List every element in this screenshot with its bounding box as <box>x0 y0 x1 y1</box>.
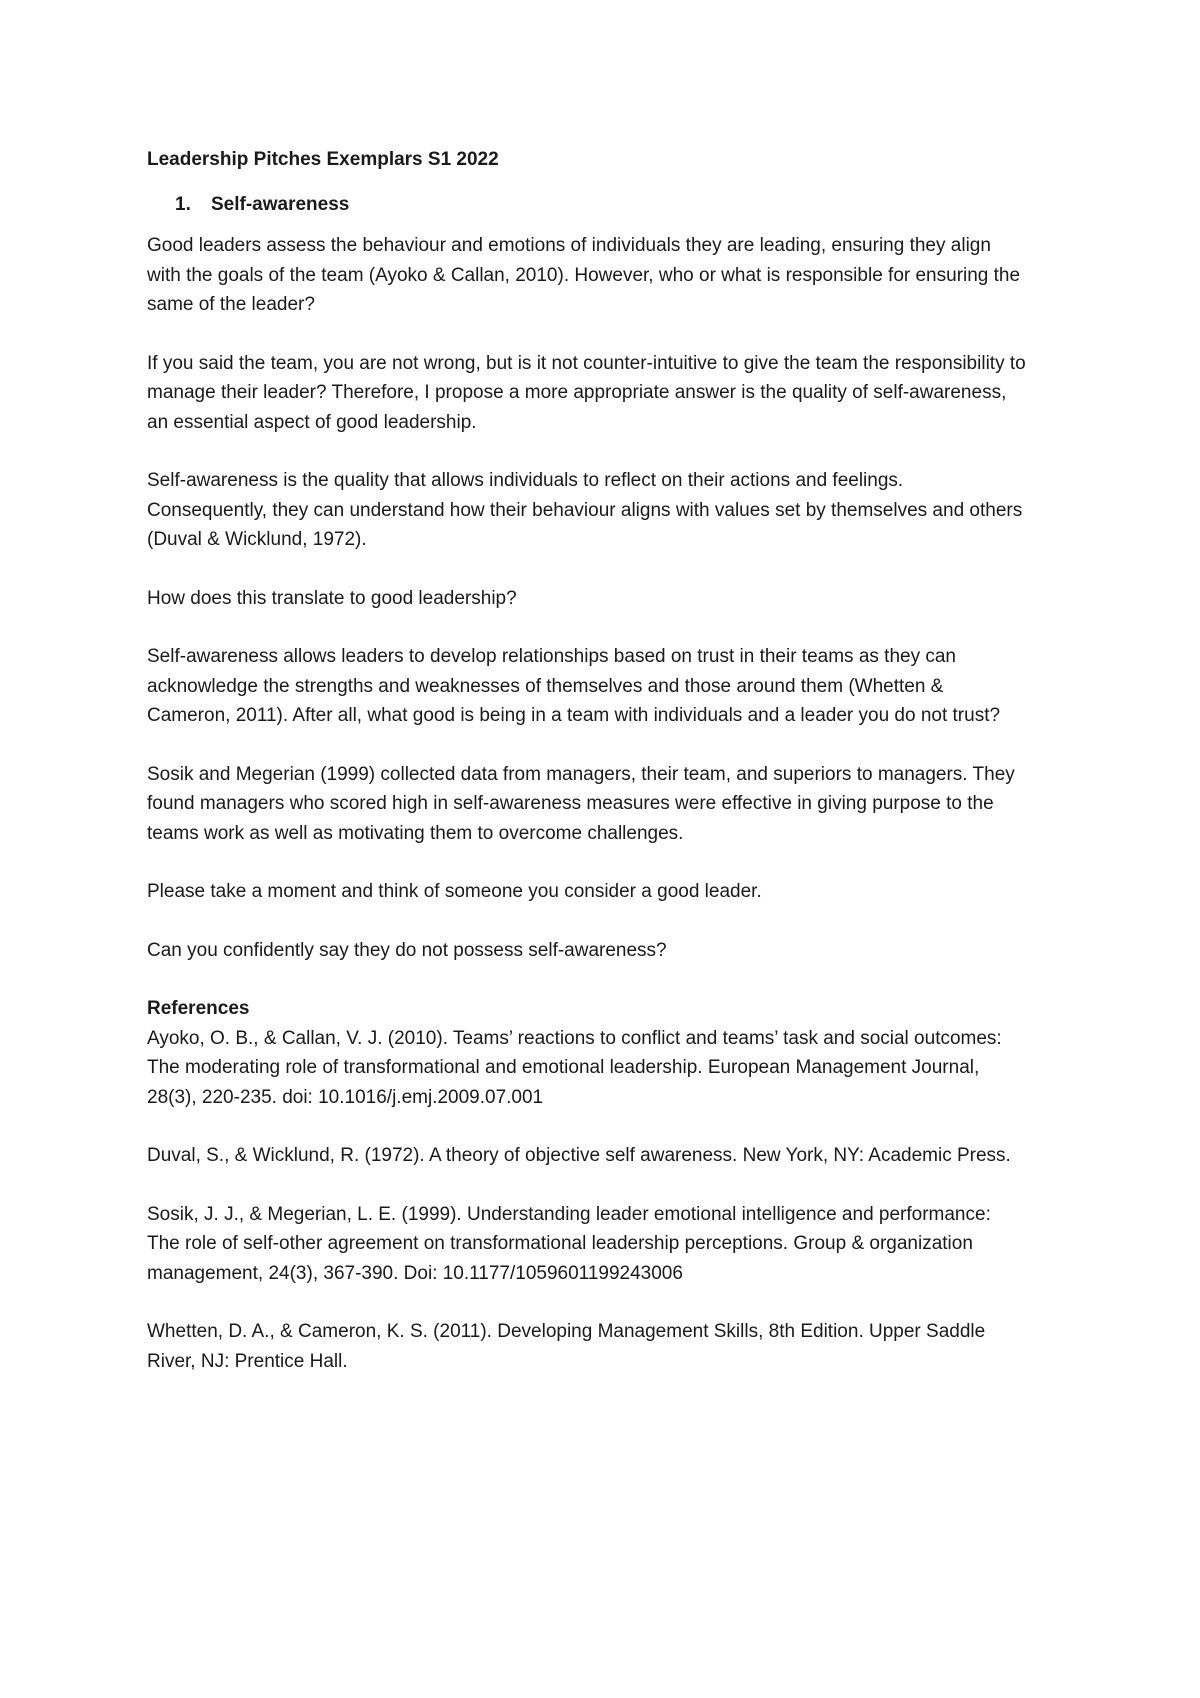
reference-item: Sosik, J. J., & Megerian, L. E. (1999). Understanding leader emotional intelligence and performance: The role of self-other agreement on transformational leadership perceptions. Group & organization management, 24(3), 367-390. Doi: 10.1177/1059601199243006 <box>147 1203 991 1284</box>
document-title: Leadership Pitches Exemplars S1 2022 <box>147 149 499 170</box>
paragraph: Please take a moment and think of someone you consider a good leader. <box>147 881 762 902</box>
paragraph: How does this translate to good leadership? <box>147 587 517 609</box>
section-title: Self-awareness <box>211 193 350 215</box>
references-heading: References <box>147 998 250 1019</box>
paragraph: Self-awareness is the quality that allows individuals to reflect on their actions and feelings. Consequently, they can understand how their behaviour aligns with values set by themselves and others (Duval & Wicklund, 1972). <box>147 470 1023 550</box>
paragraph: Self-awareness allows leaders to develop relationships based on trust in their teams as they can acknowledge the strengths and weaknesses of themselves and those around them (Whetten & Cameron, 2011). After all, what good is being in a team with individuals and a leader you do not trust? <box>147 646 1001 726</box>
reference-item: Duval, S., & Wicklund, R. (1972). A theory of objective self awareness. New York, NY: Academic Press. <box>147 1145 1011 1166</box>
document-page <box>147 145 1027 1405</box>
paragraph: Good leaders assess the behaviour and emotions of individuals they are leading, ensuring they align with the goals of the team (Ayoko & Callan, 2010). However, who or what is responsible for ensuring the same of the leader? <box>147 235 1021 315</box>
reference-item: Ayoko, O. B., & Callan, V. J. (2010). Teams’ reactions to conflict and teams’ task and social outcomes: The moderating role of transformational and emotional leadership. European Management Journal, 28(3), 220-235. doi: 10.1016/j.emj.2009.07.001 <box>147 1027 1002 1108</box>
paragraph: Can you confidently say they do not possess self-awareness? <box>147 939 667 961</box>
section-heading <box>147 190 1027 220</box>
section-number: 1. <box>175 193 191 215</box>
paragraph: Sosik and Megerian (1999) collected data from managers, their team, and superiors to managers. They found managers who scored high in self-awareness measures were effective in giving purpose to the teams work as well as motivating them to overcome challenges. <box>147 763 1015 844</box>
reference-item: Whetten, D. A., & Cameron, K. S. (2011). Developing Management Skills, 8th Edition. Upper Saddle River, NJ: Prentice Hall. <box>147 1321 986 1372</box>
paragraph: If you said the team, you are not wrong, but is it not counter-intuitive to give the team the responsibility to manage their leader? Therefore, I propose a more appropriate answer is the quality of self-awareness, an essential aspect of good leadership. <box>147 352 1026 433</box>
